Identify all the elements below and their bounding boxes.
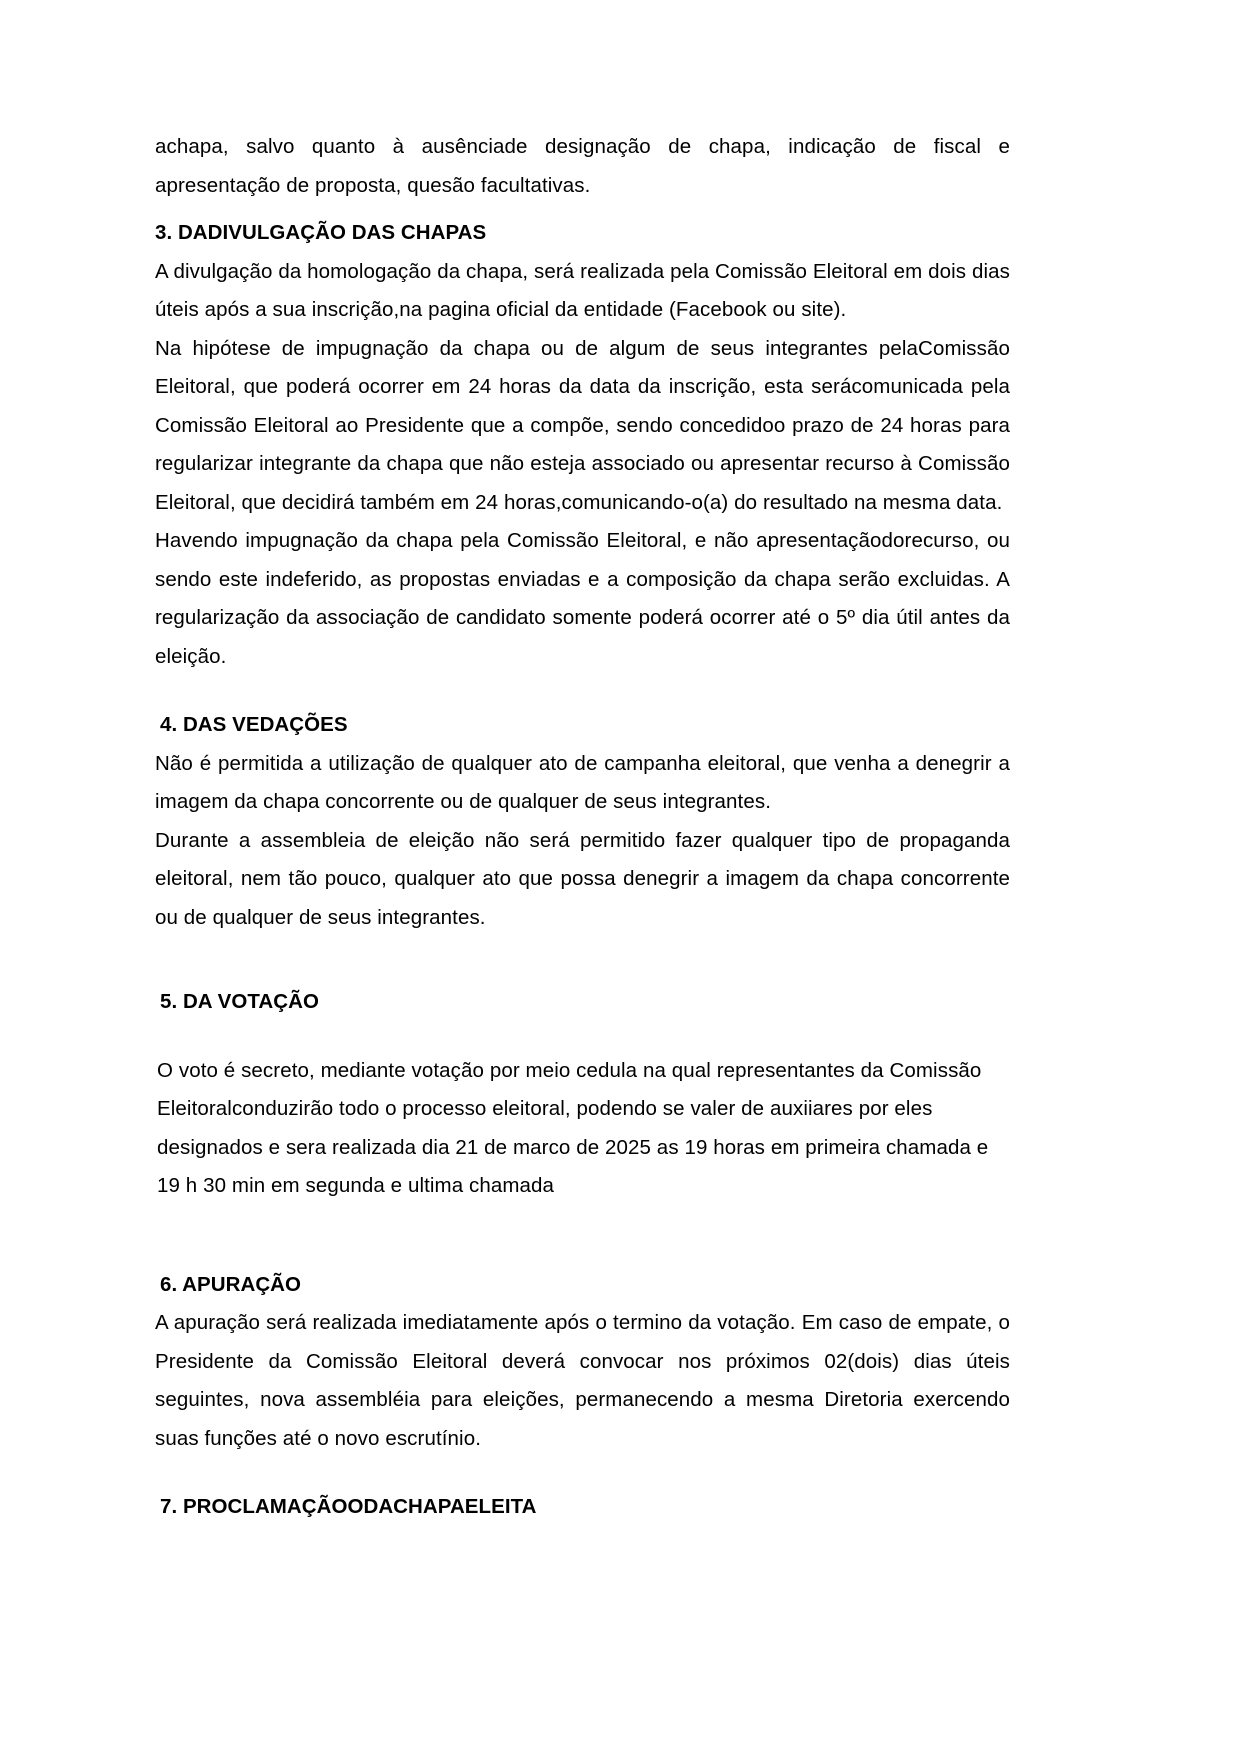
section-heading-6: 6. APURAÇÃO xyxy=(160,1272,302,1296)
spacer xyxy=(155,1206,1010,1266)
spacer xyxy=(155,1458,1010,1488)
spacer xyxy=(155,205,1010,214)
section3-paragraph-1: A divulgação da homologação da chapa, será realizada pela Comissão Eleitoral em dois dias úteis após a sua inscrição,na pagina oficial da entidade (Facebook ou site). xyxy=(155,259,1010,321)
section-heading-7: 7. PROCLAMAÇÃOODACHAPAELEITA xyxy=(160,1495,537,1518)
section-heading-5: 5. DA VOTAÇÃO xyxy=(160,990,319,1013)
section4-paragraph-2: Durante a assembleia de eleição não será permitido fazer qualquer tipo de propaganda eleitoral, nem tão pouco, qualquer ato que possa denegrir a imagem da chapa concorrente ou de qualquer de seus integrantes. xyxy=(155,828,1010,929)
section4-paragraph-1: Não é permitida a utilização de qualquer ato de campanha eleitoral, que venha a denegrir a imagem da chapa concorrente ou de qualquer de seus integrantes. xyxy=(155,751,1010,813)
section5-paragraph-1: O voto é secreto, mediante votação por meio cedula na qual representantes da Comissão Eleitoralconduzirão todo o processo eleitoral, podendo se valer de auxiiares por eles designados e sera realizada dia 21 de marco de 2025 as 19 horas em primeira chamada e 19 h 30 min em segunda e ultima chamada xyxy=(157,1058,989,1197)
document-body xyxy=(155,128,1010,1527)
section-heading-4: 4. DAS VEDAÇÕES xyxy=(160,713,348,736)
spacer xyxy=(155,676,1010,706)
spacer xyxy=(155,937,1010,983)
section6-paragraph-1: A apuração será realizada imediatamente após o termino da votação. Em caso de empate, o Presidente da Comissão Eleitoral deverá convocar nos próximos 02(dois) dias úteis seguintes, nova assembléia para eleições, permanecendo a mesma Diretoria exercendo suas funções até o novo escrutínio. xyxy=(155,1311,1010,1450)
intro-paragraph: achapa, salvo quanto à ausênciade designação de chapa, indicação de fiscal e apresentação de proposta, quesão facultativas. xyxy=(155,135,1010,197)
section-heading-3: 3. DADIVULGAÇÃO DAS CHAPAS xyxy=(155,221,487,244)
section3-paragraph-2: Na hipótese de impugnação da chapa ou de algum de seus integrantes pelaComissão Eleitoral, que poderá ocorrer em 24 horas da data da inscrição, esta serácomunicada pela Comissão Eleitoral ao Presidente que a compõe, sendo concedidoo prazo de 24 horas para regularizar integrante da chapa que não esteja associado ou apresentar recurso à Comissão Eleitoral, que decidirá também em 24 horas,comunicando-o(a) do resultado na mesma data. xyxy=(155,336,1010,514)
spacer xyxy=(155,1022,1010,1052)
section3-paragraph-3: Havendo impugnação da chapa pela Comissão Eleitoral, e não apresentaçãodorecurso, ou sendo este indeferido, as propostas enviadas e a composição da chapa serão excluidas. A regularização da associação de candidato somente poderá ocorrer até o 5º dia útil antes da eleição. xyxy=(155,529,1010,668)
